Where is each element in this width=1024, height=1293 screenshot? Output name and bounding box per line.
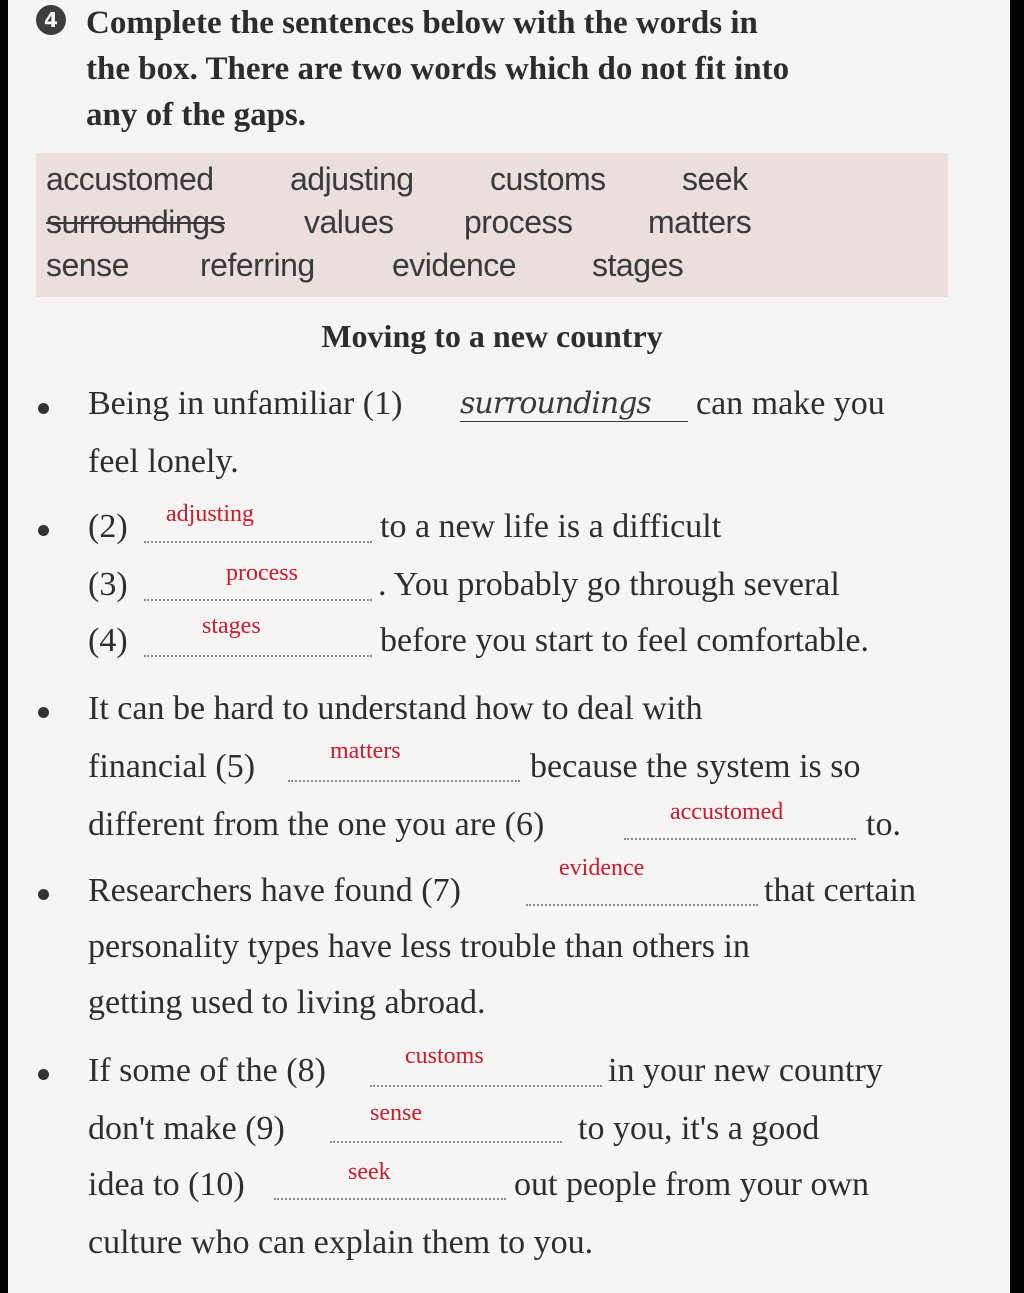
handwritten-answer-1: surroundings xyxy=(460,386,651,421)
instruction-line: the box. There are two words which do not fit into xyxy=(86,51,790,87)
answer-blank-6 xyxy=(624,838,856,840)
answer-text-9: sense xyxy=(370,1100,422,1126)
sentence-text: getting used to living abroad. xyxy=(88,984,486,1021)
word-box-word: stages xyxy=(592,247,684,283)
sentence-text: Researchers have found (7) xyxy=(88,872,461,909)
answer-underline xyxy=(460,421,688,422)
bullet-point xyxy=(38,707,49,718)
answer-text-5: matters xyxy=(330,738,401,764)
word-box-word: referring xyxy=(200,247,315,283)
bullet-point xyxy=(38,889,49,900)
sentence-text: don't make (9) xyxy=(88,1110,285,1147)
sentence-text: personality types have less trouble than others in xyxy=(88,928,750,965)
sentence-text: to a new life is a difficult xyxy=(380,508,722,545)
sentence-text: financial (5) xyxy=(88,748,256,785)
sentence-text: . You probably go through several xyxy=(378,566,840,603)
sentence-text: to. xyxy=(866,806,901,843)
exercise-instruction xyxy=(86,0,986,138)
word-box-word: sense xyxy=(46,247,129,283)
answer-blank-4 xyxy=(144,655,372,657)
sentence-text: before you start to feel comfortable. xyxy=(380,622,870,659)
bullet-point xyxy=(38,403,49,414)
sentence-text: It can be hard to understand how to deal with xyxy=(88,690,703,727)
answer-blank-2 xyxy=(144,541,372,543)
sentence-text: that certain xyxy=(764,872,916,909)
answer-text-6: accustomed xyxy=(670,799,784,825)
word-box-word: values xyxy=(304,204,394,240)
instruction-line: Complete the sentences below with the words in xyxy=(86,5,758,41)
answer-text-7: evidence xyxy=(559,855,645,881)
sentence-text: in your new country xyxy=(608,1052,883,1089)
sentence-text: (3) xyxy=(88,566,128,603)
word-box-word: matters xyxy=(648,204,752,240)
sentence-text: (2) xyxy=(88,508,128,545)
word-box-word: accustomed xyxy=(46,161,214,197)
sentence-text: Being in unfamiliar (1) xyxy=(88,385,403,422)
exercise-number-badge: 4 xyxy=(36,5,66,35)
answer-text-10: seek xyxy=(348,1159,391,1185)
sentence-text: idea to (10) xyxy=(88,1166,245,1203)
answer-blank-8 xyxy=(370,1085,602,1087)
answer-text-4: stages xyxy=(202,613,261,639)
answer-text-2: adjusting xyxy=(166,501,254,527)
bullet-point xyxy=(38,1069,49,1080)
word-box-word: seek xyxy=(682,161,748,197)
sentence-text: different from the one you are (6) xyxy=(88,806,545,843)
sentence-text: culture who can explain them to you. xyxy=(88,1224,594,1261)
instruction-line: any of the gaps. xyxy=(86,97,307,133)
section-title: Moving to a new country xyxy=(321,318,663,354)
answer-blank-9 xyxy=(330,1141,562,1143)
sentence-text: to you, it's a good xyxy=(578,1110,820,1147)
answer-blank-10 xyxy=(274,1198,506,1200)
answer-blank-7 xyxy=(526,904,758,906)
answer-text-8: customs xyxy=(405,1043,484,1069)
word-box-word: adjusting xyxy=(290,161,414,197)
sentence-text: out people from your own xyxy=(514,1166,870,1203)
sentence-text: feel lonely. xyxy=(88,443,239,480)
sentence-text: If some of the (8) xyxy=(88,1052,326,1089)
answer-text-3: process xyxy=(226,560,298,586)
answer-blank-3 xyxy=(144,599,372,601)
word-box xyxy=(36,153,948,297)
worksheet-page xyxy=(8,0,1010,1293)
sentence-text: can make you xyxy=(696,385,885,422)
word-box-word-used: surroundings xyxy=(46,204,225,240)
word-box-word: evidence xyxy=(392,247,517,283)
sentence-text: (4) xyxy=(88,622,128,659)
word-box-word: customs xyxy=(490,161,606,197)
answer-blank-5 xyxy=(288,780,520,782)
sentence-text: because the system is so xyxy=(530,748,861,785)
bullet-point xyxy=(38,525,49,536)
word-box-word: process xyxy=(464,204,573,240)
